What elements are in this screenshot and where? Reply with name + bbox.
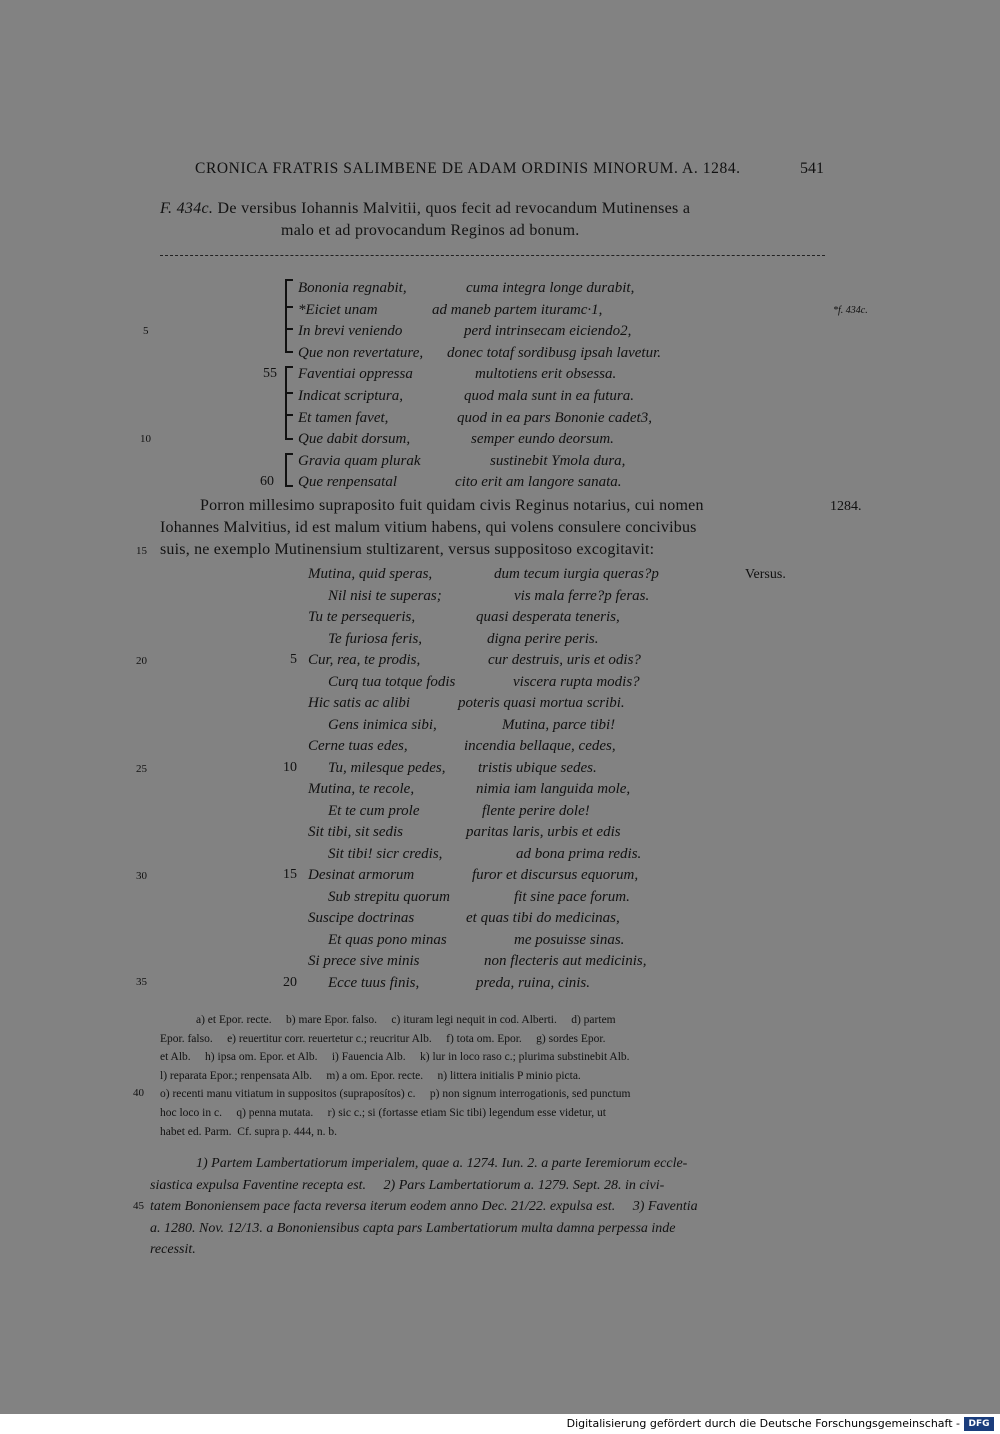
verse-hemistich-a: Faventiai oppressa: [298, 366, 413, 382]
verse-hemistich-b: perd intrinsecam eiciendo2,: [464, 323, 632, 339]
verse-number: 5: [290, 652, 297, 667]
separator-rule: [160, 255, 825, 256]
verse-hemistich-b: tristis ubique sedes.: [478, 759, 597, 776]
verse-hemistich-a: Ecce tuus finis,: [328, 974, 420, 991]
verse-hemistich-b: ad bona prima redis.: [516, 845, 642, 862]
note-line: recessit.: [150, 1242, 196, 1257]
bracket-tick: [287, 306, 293, 308]
verse-hemistich-a: Tu, milesque pedes,: [328, 759, 446, 776]
versus-margin-note: Versus.: [745, 567, 786, 582]
footer-bar: [0, 1414, 1000, 1434]
verse-hemistich-b: incendia bellaque, cedes,: [464, 738, 616, 754]
verse-hemistich-a: Mutina, te recole,: [308, 781, 415, 797]
section-title-line2: malo et ad provocandum Reginos ad bonum.: [281, 222, 580, 239]
section-title-line1: [160, 200, 690, 218]
verse-hemistich-b: donec totaf sordibusg ipsah lavetur.: [447, 345, 662, 361]
verse-hemistich-b: paritas laris, urbis et edis: [466, 824, 621, 840]
verse-hemistich-b: fit sine pace forum.: [514, 888, 630, 905]
verse-hemistich-a: Suscipe doctrinas: [308, 910, 415, 926]
verse-hemistich-a: Indicat scriptura,: [298, 388, 403, 404]
verse-hemistich-a: Que renpensatal: [298, 474, 398, 490]
verse-hemistich-b: viscera rupta modis?: [513, 673, 640, 690]
verse-hemistich-a: Mutina, quid speras,: [308, 566, 433, 582]
verse-hemistich-b: et quas tibi do medicinas,: [466, 910, 620, 926]
verse-hemistich-a: Curq tua totque fodis: [328, 673, 456, 690]
dfg-logo: DFG: [964, 1417, 994, 1431]
verse-bracket: [285, 453, 293, 487]
page-number: 541: [800, 160, 824, 177]
line-number: 15: [136, 545, 147, 557]
verse-hemistich-a: Hic satis ac alibi: [308, 695, 411, 711]
verse-hemistich-a: Et tamen favet,: [298, 410, 389, 426]
verse-hemistich-b: cur destruis, uris et odis?: [488, 652, 641, 668]
verse-hemistich-b: ad maneb partem ituramc·1,: [432, 302, 603, 318]
verse-hemistich-a: Desinat armorum: [308, 867, 415, 883]
line-number: 20: [136, 655, 147, 667]
verse-hemistich-b: preda, ruina, cinis.: [476, 974, 591, 991]
verse-hemistich-b: quod mala sunt in ea futura.: [464, 388, 635, 404]
verse-hemistich-b: quod in ea pars Bononie cadet3,: [457, 410, 652, 426]
line-number: 30: [136, 870, 147, 882]
note-line: 1) Partem Lambertatiorum imperialem, quae a. 1274. Iun. 2. a parte Ieremiorum eccle-: [196, 1156, 688, 1171]
bracket-tick: [287, 392, 293, 394]
folio-ref: F. 434c.: [160, 200, 214, 217]
verse-hemistich-b: digna perire peris.: [487, 630, 599, 647]
margin-folio-note: *f. 434c.: [833, 305, 868, 316]
verse-bracket: [285, 279, 293, 353]
year-margin-note: 1284.: [830, 499, 862, 514]
line-number: 10: [140, 433, 151, 445]
verse-number: 60: [260, 474, 274, 489]
verse-hemistich-b: poteris quasi mortua scribi.: [458, 695, 625, 711]
verse-hemistich-b: flente perire dole!: [482, 802, 590, 819]
line-number: 40: [133, 1087, 144, 1099]
verse-hemistich-a: Que dabit dorsum,: [298, 431, 411, 447]
line-number: 45: [133, 1200, 144, 1212]
note-line: a. 1280. Nov. 12/13. a Bononiensibus capta pars Lambertatiorum multa damna perpessa inde: [150, 1220, 676, 1236]
verse-hemistich-a: Gens inimica sibi,: [328, 716, 437, 733]
bracket-tick: [287, 414, 293, 416]
verse-hemistich-b: semper eundo deorsum.: [471, 431, 614, 447]
verse-bracket: [285, 366, 293, 440]
verse-hemistich-b: dum tecum iurgia queras?p: [494, 566, 659, 582]
running-title: CRONICA FRATRIS SALIMBENE DE ADAM ORDINIS MINORUM. A. 1284.: [195, 160, 741, 177]
verse-hemistich-b: furor et discursus equorum,: [472, 867, 639, 883]
bracket-tick: [287, 328, 293, 330]
verse-hemistich-b: vis mala ferre?p feras.: [514, 587, 650, 604]
verse-hemistich-b: nimia iam languida mole,: [476, 781, 631, 797]
verse-hemistich-a: Sit tibi, sit sedis: [308, 824, 404, 840]
verse-hemistich-b: sustinebit Ymola dura,: [490, 453, 626, 469]
verse-hemistich-a: Bononia regnabit,: [298, 280, 407, 296]
footer-funding-text: Digitalisierung gefördert durch die Deutsche Forschungsgemeinschaft -: [566, 1417, 960, 1430]
apparatus-line: habet ed. Parm. Cf. supra p. 444, n. b.: [160, 1125, 337, 1138]
verse-hemistich-a: In brevi veniendo: [298, 323, 403, 339]
note-line: tatem Bononiensem pace facta reversa iterum eodem anno Dec. 21/22. expulsa est. 3) Faventia: [150, 1199, 698, 1214]
apparatus-line: Epor. falso. e) reuertitur corr. reuertetur c.; reucritur Alb. f) tota om. Epor. g) sordes Epor.: [160, 1032, 606, 1045]
verse-hemistich-b: multotiens erit obsessa.: [475, 366, 617, 382]
verse-hemistich-b: quasi desperata teneris,: [476, 609, 620, 625]
verse-hemistich-a: Et te cum prole: [328, 802, 420, 819]
verse-hemistich-a: Tu te persequeris,: [308, 609, 416, 625]
apparatus-line: hoc loco in c. q) penna mutata. r) sic c.; si (fortasse etiam Sic tibi) legendum esse videtur, ut: [160, 1107, 607, 1119]
verse-hemistich-a: Sub strepitu quorum: [328, 888, 450, 905]
verse-hemistich-a: Et quas pono minas: [328, 931, 447, 948]
verse-hemistich-a: Cerne tuas edes,: [308, 738, 408, 754]
apparatus-line: l) reparata Epor.; renpensata Alb. m) a om. Epor. recte. n) littera initialis P minio picta.: [160, 1069, 581, 1082]
verse-hemistich-a: *Eiciet unam: [298, 302, 378, 318]
line-number: 25: [136, 763, 147, 775]
verse-hemistich-a: Cur, rea, te prodis,: [308, 652, 421, 668]
verse-hemistich-a: Nil nisi te superas;: [328, 587, 442, 604]
prose-line: Porron millesimo supraposito fuit quidam civis Reginus notarius, cui nomen: [200, 497, 704, 514]
title-text: De versibus Iohannis Malvitii, quos fecit ad revocandum Mutinenses a: [217, 200, 691, 217]
verse-hemistich-b: Mutina, parce tibi!: [502, 716, 616, 733]
verse-hemistich-a: Gravia quam plurak: [298, 453, 421, 469]
verse-number: 10: [283, 759, 297, 775]
prose-line: suis, ne exemplo Mutinensium stultizarent, versus suppositoso excogitavit:: [160, 541, 655, 558]
verse-number: 20: [283, 974, 297, 990]
verse-number: 55: [263, 366, 277, 381]
verse-hemistich-a: Que non revertature,: [298, 345, 424, 361]
verse-number: 15: [283, 867, 297, 882]
line-number: 35: [136, 976, 147, 988]
verse-hemistich-b: me posuisse sinas.: [514, 931, 625, 948]
verse-hemistich-b: cuma integra longe durabit,: [466, 280, 635, 296]
verse-hemistich-b: non flecteris aut medicinis,: [484, 953, 647, 969]
verse-hemistich-a: Te furiosa feris,: [328, 630, 423, 647]
verse-hemistich-b: cito erit am langore sanata.: [455, 474, 622, 490]
apparatus-line: a) et Epor. recte. b) mare Epor. falso. c) ituram legi nequit in cod. Alberti. d) partem: [196, 1014, 616, 1026]
line-number: 5: [143, 325, 149, 337]
apparatus-line: et Alb. h) ipsa om. Epor. et Alb. i) Fauencia Alb. k) lur in loco raso c.; plurima substinebit Alb.: [160, 1051, 630, 1064]
prose-line: Iohannes Malvitius, id est malum vitium habens, qui volens consulere concivibus: [160, 519, 697, 536]
verse-hemistich-a: Si prece sive minis: [308, 953, 420, 969]
apparatus-line: o) recenti manu vitiatum in suppositos (supraposítos) c. p) non signum interrogationis, sed punctum: [160, 1088, 631, 1101]
verse-hemistich-a: Sit tibi! sicr credis,: [328, 845, 443, 862]
note-line: siastica expulsa Faventine recepta est. 2) Pars Lambertatiorum a. 1279. Sept. 28. in civi-: [150, 1177, 665, 1193]
